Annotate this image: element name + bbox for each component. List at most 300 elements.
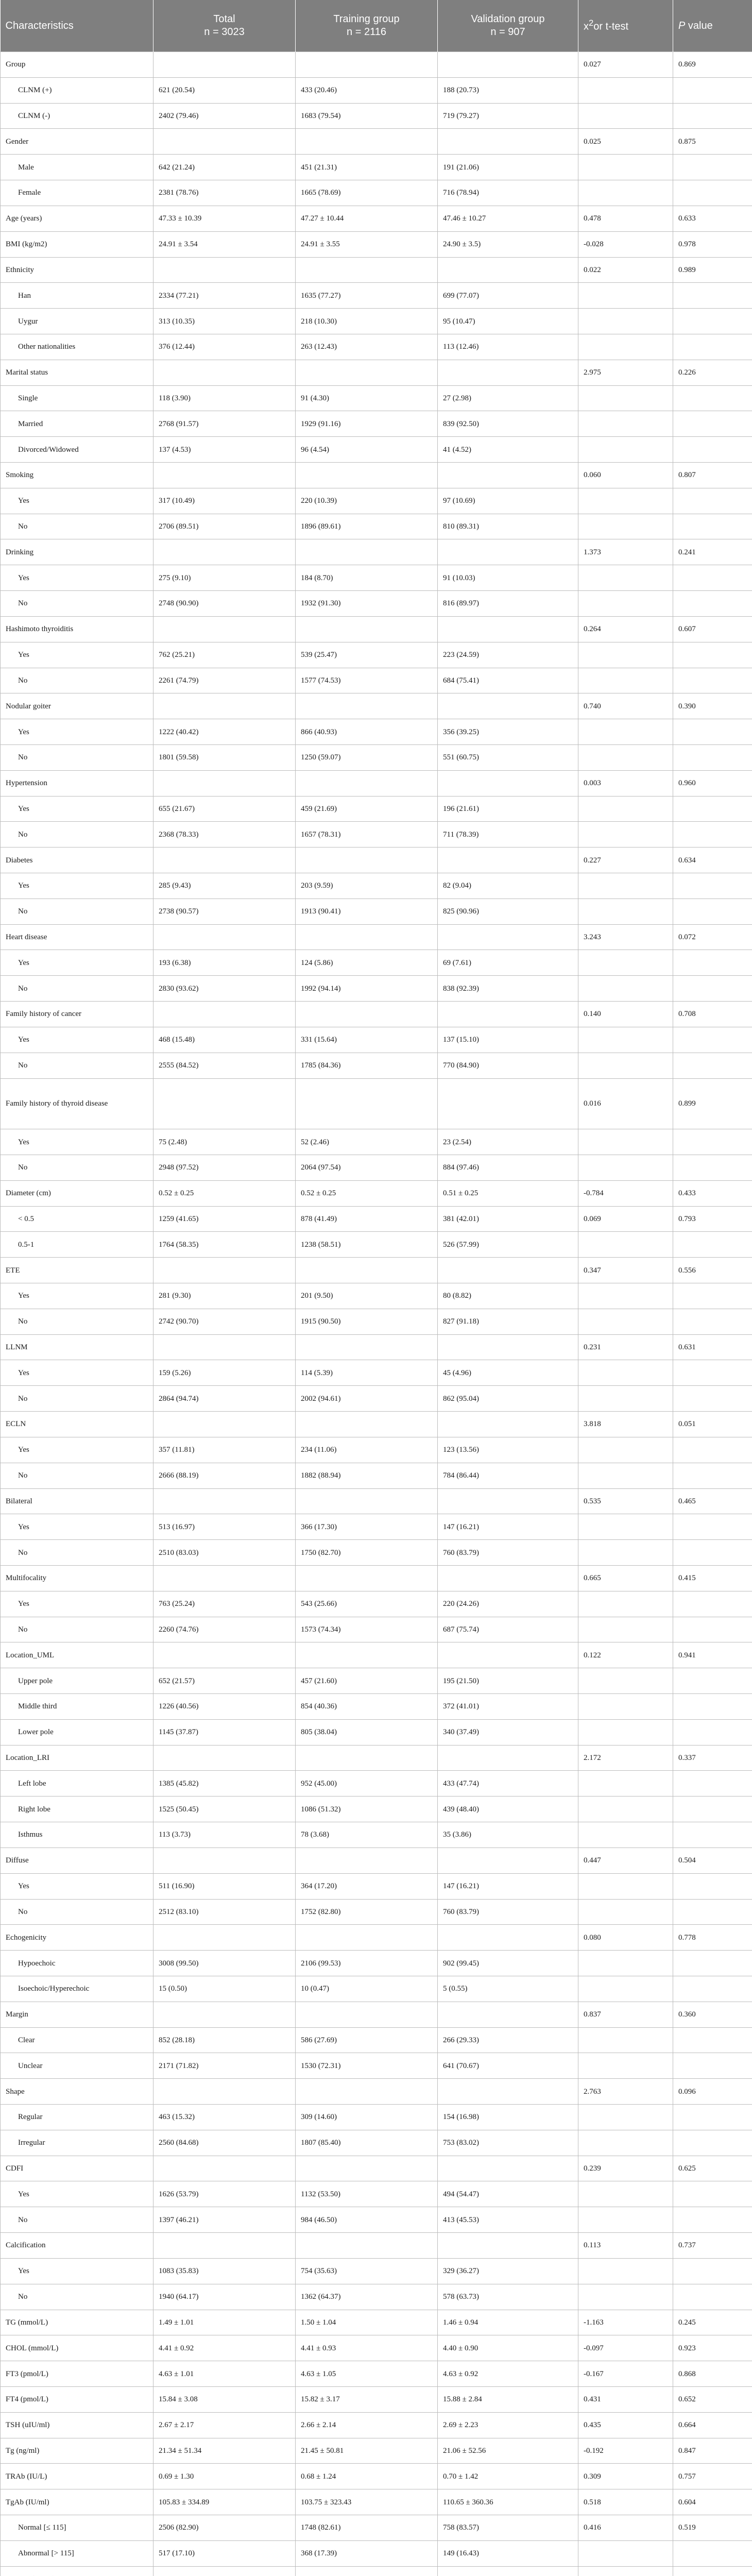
cell-p-value: 0.652: [673, 2386, 752, 2412]
cell-total: [153, 1848, 296, 1873]
cell-training-group: 1132 (53.50): [296, 2181, 438, 2207]
cell-test-statistic: 0.069: [578, 1206, 673, 1232]
cell-characteristics: Yes: [1, 2181, 153, 2207]
cell-training-group: 368 (17.39): [296, 2540, 438, 2566]
cell-total: [153, 1334, 296, 1360]
cell-test-statistic: [578, 1719, 673, 1745]
cell-training-group: 1362 (64.37): [296, 2284, 438, 2310]
cell-test-statistic: [578, 437, 673, 463]
cell-p-value: [673, 1899, 752, 1925]
table-row: [1, 2053, 752, 2079]
cell-characteristics: TSH (uIU/ml): [1, 2412, 153, 2438]
cell-training-group: [296, 360, 438, 385]
cell-characteristics: TRAb (IU/L): [1, 2464, 153, 2489]
cell-characteristics: Married: [1, 411, 153, 437]
cell-characteristics: CLNM (+): [1, 77, 153, 103]
cell-p-value: [673, 2027, 752, 2053]
cell-validation-group: 110.65 ± 360.36: [438, 2489, 578, 2515]
cell-total: 1222 (40.42): [153, 719, 296, 745]
cell-characteristics: Yes: [1, 719, 153, 745]
cell-total: [153, 539, 296, 565]
cell-validation-group: 97 (10.69): [438, 488, 578, 514]
cell-p-value: 0.096: [673, 2079, 752, 2105]
cell-validation-group: 4.40 ± 0.90: [438, 2335, 578, 2361]
cell-validation-group: 699 (77.07): [438, 283, 578, 309]
cell-total: 513 (16.97): [153, 1514, 296, 1540]
cell-characteristics: Location_LRI: [1, 1745, 153, 1771]
cell-p-value: [673, 2284, 752, 2310]
table-row: [1, 2207, 752, 2233]
table-row: [1, 1129, 752, 1155]
cell-validation-group: 753 (83.02): [438, 2130, 578, 2156]
cell-test-statistic: [578, 1129, 673, 1155]
cell-validation-group: 381 (42.01): [438, 1206, 578, 1232]
cell-p-value: [673, 1951, 752, 1976]
cell-characteristics: Group: [1, 52, 153, 78]
cell-test-statistic: 0.535: [578, 1488, 673, 1514]
cell-validation-group: 137 (15.10): [438, 1027, 578, 1053]
cell-characteristics: Hashimoto thyroiditis: [1, 616, 153, 642]
cell-total: 1397 (46.21): [153, 2207, 296, 2233]
table-row: [1, 2515, 752, 2541]
cell-test-statistic: [578, 1668, 673, 1694]
cell-p-value: [673, 1129, 752, 1155]
cell-validation-group: 223 (24.59): [438, 642, 578, 668]
cell-training-group: [296, 2233, 438, 2259]
cell-training-group: 103.75 ± 323.43: [296, 2489, 438, 2515]
cell-training-group: 1750 (82.70): [296, 1540, 438, 1566]
cell-total: 1385 (45.82): [153, 1771, 296, 1797]
table-row: [1, 1951, 752, 1976]
cell-validation-group: [438, 1745, 578, 1771]
cell-p-value: [673, 1617, 752, 1642]
cell-training-group: 124 (5.86): [296, 950, 438, 976]
cell-test-statistic: [578, 744, 673, 770]
cell-p-value: 0.051: [673, 1412, 752, 1437]
cell-total: [153, 1002, 296, 1027]
cell-test-statistic: [578, 1309, 673, 1334]
cell-test-statistic: [578, 1899, 673, 1925]
cell-p-value: [673, 283, 752, 309]
table-row: [1, 1873, 752, 1899]
cell-p-value: [673, 822, 752, 848]
cell-validation-group: 372 (41.01): [438, 1694, 578, 1720]
cell-test-statistic: 0.347: [578, 1258, 673, 1283]
cell-test-statistic: [578, 155, 673, 180]
cell-test-statistic: 0.478: [578, 206, 673, 231]
cell-validation-group: 784 (86.44): [438, 1463, 578, 1488]
cell-validation-group: [438, 463, 578, 488]
cell-characteristics: Male: [1, 155, 153, 180]
cell-test-statistic: 0.122: [578, 1642, 673, 1668]
cell-p-value: [673, 796, 752, 822]
cell-training-group: 331 (15.64): [296, 1027, 438, 1053]
cell-test-statistic: [578, 180, 673, 206]
cell-p-value: [673, 668, 752, 693]
cell-characteristics: Yes: [1, 1360, 153, 1386]
cell-p-value: [673, 2181, 752, 2207]
cell-test-statistic: 0.003: [578, 770, 673, 796]
cell-validation-group: [438, 1565, 578, 1591]
cell-total: 1801 (59.58): [153, 744, 296, 770]
cell-validation-group: 147 (16.21): [438, 1514, 578, 1540]
cell-characteristics: No: [1, 514, 153, 539]
cell-total: 1259 (41.65): [153, 1206, 296, 1232]
cell-total: 4.63 ± 1.01: [153, 2361, 296, 2387]
cell-training-group: 854 (40.36): [296, 1694, 438, 1720]
table-row: [1, 488, 752, 514]
cell-p-value: [673, 1540, 752, 1566]
cell-test-statistic: [578, 411, 673, 437]
cell-p-value: [673, 719, 752, 745]
cell-validation-group: 356 (39.25): [438, 719, 578, 745]
cell-characteristics: < 0.5: [1, 1206, 153, 1232]
cell-test-statistic: -0.028: [578, 231, 673, 257]
cell-characteristics: Clear: [1, 2027, 153, 2053]
cell-validation-group: 578 (63.73): [438, 2284, 578, 2310]
cell-validation-group: 827 (91.18): [438, 1309, 578, 1334]
cell-validation-group: 687 (75.74): [438, 1617, 578, 1642]
cell-characteristics: No: [1, 1155, 153, 1180]
cell-test-statistic: 0.016: [578, 1078, 673, 1129]
cell-test-statistic: [578, 719, 673, 745]
table-row: [1, 2386, 752, 2412]
cell-p-value: [673, 1668, 752, 1694]
cell-characteristics: TgAb (IU/ml): [1, 2489, 153, 2515]
cell-test-statistic: [578, 1360, 673, 1386]
cell-test-statistic: [578, 950, 673, 976]
cell-characteristics: 0.5-1: [1, 1232, 153, 1258]
cell-p-value: [673, 1719, 752, 1745]
cell-characteristics: Left lobe: [1, 1771, 153, 1797]
table-row: [1, 1078, 752, 1129]
cell-validation-group: 1.46 ± 0.94: [438, 2310, 578, 2335]
cell-test-statistic: [578, 2566, 673, 2576]
cell-p-value: [673, 950, 752, 976]
cell-total: [153, 463, 296, 488]
cell-characteristics: No: [1, 2207, 153, 2233]
cell-total: 2738 (90.57): [153, 899, 296, 924]
cell-characteristics: Echogenicity: [1, 1925, 153, 1951]
table-row: [1, 2566, 752, 2576]
table-row: [1, 1437, 752, 1463]
cell-validation-group: 188 (20.73): [438, 77, 578, 103]
table-row: [1, 180, 752, 206]
cell-p-value: [673, 488, 752, 514]
cell-characteristics: Tg (ng/ml): [1, 2438, 153, 2464]
cell-total: [153, 1642, 296, 1668]
table-row: [1, 2540, 752, 2566]
table-row: [1, 822, 752, 848]
table-row: [1, 2361, 752, 2387]
table-row: [1, 924, 752, 950]
cell-test-statistic: [578, 1155, 673, 1180]
cell-characteristics: Regular: [1, 2105, 153, 2130]
table-row: [1, 1232, 752, 1258]
table-row: [1, 514, 752, 539]
cell-total: 2768 (91.57): [153, 411, 296, 437]
cell-training-group: [296, 1078, 438, 1129]
cell-test-statistic: -0.167: [578, 2361, 673, 2387]
cell-validation-group: 80 (8.82): [438, 1283, 578, 1309]
cell-validation-group: [438, 1258, 578, 1283]
cell-total: [153, 616, 296, 642]
cell-total: 511 (16.90): [153, 1873, 296, 1899]
cell-characteristics: No: [1, 1386, 153, 1412]
table-row: [1, 1002, 752, 1027]
table-row: [1, 1488, 752, 1514]
cell-validation-group: [438, 129, 578, 155]
cell-test-statistic: 0.025: [578, 129, 673, 155]
cell-total: 0.69 ± 1.30: [153, 2464, 296, 2489]
column-header-validation-group: Validation group n = 907: [438, 0, 578, 52]
cell-characteristics: [1, 2566, 153, 2576]
cell-total: 2864 (94.74): [153, 1386, 296, 1412]
cell-training-group: 459 (21.69): [296, 796, 438, 822]
cell-characteristics: Heart disease: [1, 924, 153, 950]
cell-characteristics: Age (years): [1, 206, 153, 231]
cell-p-value: [673, 1873, 752, 1899]
cell-training-group: 1748 (82.61): [296, 2515, 438, 2541]
cell-training-group: 203 (9.59): [296, 873, 438, 899]
cell-p-value: [673, 873, 752, 899]
cell-training-group: [296, 257, 438, 283]
cell-test-statistic: [578, 1873, 673, 1899]
cell-test-statistic: 0.227: [578, 848, 673, 873]
cell-validation-group: 266 (29.33): [438, 2027, 578, 2053]
cell-training-group: 263 (12.43): [296, 334, 438, 360]
cell-training-group: 754 (35.63): [296, 2258, 438, 2284]
cell-test-statistic: [578, 2284, 673, 2310]
cell-characteristics: No: [1, 1053, 153, 1078]
cell-total: 2261 (74.79): [153, 668, 296, 693]
cell-total: 281 (9.30): [153, 1283, 296, 1309]
cell-validation-group: 439 (48.40): [438, 1797, 578, 1822]
cell-training-group: 1896 (89.61): [296, 514, 438, 539]
cell-training-group: [296, 539, 438, 565]
cell-validation-group: 641 (70.67): [438, 2053, 578, 2079]
cell-training-group: 366 (17.30): [296, 1514, 438, 1540]
table-row: [1, 2258, 752, 2284]
cell-validation-group: 196 (21.61): [438, 796, 578, 822]
cell-training-group: [296, 693, 438, 719]
cell-validation-group: 825 (90.96): [438, 899, 578, 924]
cell-test-statistic: 0.080: [578, 1925, 673, 1951]
cell-p-value: [673, 1463, 752, 1488]
cell-total: 137 (4.53): [153, 437, 296, 463]
cell-validation-group: 816 (89.97): [438, 591, 578, 617]
cell-total: 4.41 ± 0.92: [153, 2335, 296, 2361]
cell-characteristics: ECLN: [1, 1412, 153, 1437]
cell-test-statistic: [578, 1283, 673, 1309]
cell-validation-group: 41 (4.52): [438, 437, 578, 463]
cell-training-group: 1.50 ± 1.04: [296, 2310, 438, 2335]
cell-validation-group: [438, 1488, 578, 1514]
cell-p-value: [673, 976, 752, 1002]
cell-training-group: 1665 (78.69): [296, 180, 438, 206]
cell-validation-group: [438, 539, 578, 565]
cell-validation-group: 862 (95.04): [438, 1386, 578, 1412]
cell-p-value: 0.778: [673, 1925, 752, 1951]
cell-validation-group: 716 (78.94): [438, 180, 578, 206]
cell-training-group: [296, 1925, 438, 1951]
cell-total: 468 (15.48): [153, 1027, 296, 1053]
cell-validation-group: 839 (92.50): [438, 411, 578, 437]
cell-training-group: 457 (21.60): [296, 1668, 438, 1694]
cell-p-value: 0.519: [673, 2515, 752, 2541]
cell-training-group: 433 (20.46): [296, 77, 438, 103]
cell-characteristics: Yes: [1, 2258, 153, 2284]
cell-characteristics: CLNM (-): [1, 103, 153, 129]
cell-p-value: [673, 1771, 752, 1797]
cell-total: [153, 1745, 296, 1771]
cell-total: 2.67 ± 2.17: [153, 2412, 296, 2438]
cell-test-statistic: [578, 668, 673, 693]
cell-characteristics: Yes: [1, 796, 153, 822]
table-row: [1, 257, 752, 283]
cell-validation-group: 494 (54.47): [438, 2181, 578, 2207]
cell-total: 1626 (53.79): [153, 2181, 296, 2207]
cell-test-statistic: 0.416: [578, 2515, 673, 2541]
cell-test-statistic: [578, 2207, 673, 2233]
cell-total: 113 (3.73): [153, 1822, 296, 1848]
cell-test-statistic: [578, 1053, 673, 1078]
cell-training-group: [296, 463, 438, 488]
cell-total: 852 (28.18): [153, 2027, 296, 2053]
table-row: [1, 103, 752, 129]
cell-training-group: 21.45 ± 50.81: [296, 2438, 438, 2464]
cell-p-value: 0.245: [673, 2310, 752, 2335]
cell-validation-group: [438, 2002, 578, 2027]
cell-p-value: 0.708: [673, 1002, 752, 1027]
cell-total: 275 (9.10): [153, 565, 296, 591]
cell-validation-group: 838 (92.39): [438, 976, 578, 1002]
cell-characteristics: Yes: [1, 1283, 153, 1309]
table-row: [1, 1283, 752, 1309]
cell-characteristics: LLNM: [1, 1334, 153, 1360]
cell-p-value: 0.633: [673, 206, 752, 231]
cell-total: [153, 52, 296, 78]
cell-p-value: [673, 2566, 752, 2576]
column-header-characteristics: Characteristics: [1, 0, 153, 52]
table-row: [1, 1540, 752, 1566]
cell-training-group: 96 (4.54): [296, 437, 438, 463]
cell-characteristics: Upper pole: [1, 1668, 153, 1694]
table-row: [1, 2335, 752, 2361]
table-row: [1, 1771, 752, 1797]
cell-p-value: 0.625: [673, 2156, 752, 2181]
table-row: [1, 1027, 752, 1053]
cell-p-value: [673, 103, 752, 129]
cell-p-value: 0.869: [673, 52, 752, 78]
cell-test-statistic: [578, 796, 673, 822]
cell-validation-group: 21.06 ± 52.56: [438, 2438, 578, 2464]
cell-training-group: 1807 (85.40): [296, 2130, 438, 2156]
cell-p-value: 0.504: [673, 1848, 752, 1873]
cell-characteristics: No: [1, 1540, 153, 1566]
cell-characteristics: No: [1, 899, 153, 924]
cell-p-value: [673, 1360, 752, 1386]
cell-total: 118 (3.90): [153, 385, 296, 411]
table-row: [1, 385, 752, 411]
cell-validation-group: [438, 1925, 578, 1951]
cell-test-statistic: [578, 1951, 673, 1976]
cell-validation-group: 195 (21.50): [438, 1668, 578, 1694]
table-row: [1, 1053, 752, 1078]
cell-training-group: 866 (40.93): [296, 719, 438, 745]
cell-training-group: 15.82 ± 3.17: [296, 2386, 438, 2412]
cell-test-statistic: 0.027: [578, 52, 673, 78]
cell-training-group: 543 (25.66): [296, 1591, 438, 1617]
cell-characteristics: Hypoechoic: [1, 1951, 153, 1976]
cell-test-statistic: [578, 1797, 673, 1822]
cell-test-statistic: [578, 591, 673, 617]
cell-characteristics: Unclear: [1, 2053, 153, 2079]
cell-training-group: 1915 (90.50): [296, 1309, 438, 1334]
cell-p-value: [673, 1822, 752, 1848]
cell-total: 75 (2.48): [153, 1129, 296, 1155]
cell-validation-group: [438, 1078, 578, 1129]
cell-p-value: 0.631: [673, 1334, 752, 1360]
cell-training-group: 0.68 ± 1.24: [296, 2464, 438, 2489]
cell-p-value: [673, 565, 752, 591]
cell-test-statistic: 0.431: [578, 2386, 673, 2412]
cell-training-group: 2064 (97.54): [296, 1155, 438, 1180]
table-row: [1, 642, 752, 668]
cell-validation-group: 711 (78.39): [438, 822, 578, 848]
cell-characteristics: Female: [1, 180, 153, 206]
table-row: [1, 796, 752, 822]
cell-training-group: 184 (8.70): [296, 565, 438, 591]
cell-validation-group: 35 (3.86): [438, 1822, 578, 1848]
cell-validation-group: 884 (97.46): [438, 1155, 578, 1180]
cell-p-value: 0.807: [673, 463, 752, 488]
cell-p-value: [673, 591, 752, 617]
cell-p-value: [673, 744, 752, 770]
cell-characteristics: Yes: [1, 1129, 153, 1155]
cell-training-group: [296, 1002, 438, 1027]
cell-validation-group: [438, 2566, 578, 2576]
cell-validation-group: [438, 1334, 578, 1360]
cell-total: 655 (21.67): [153, 796, 296, 822]
cell-training-group: 952 (45.00): [296, 1771, 438, 1797]
cell-characteristics: Irregular: [1, 2130, 153, 2156]
cell-training-group: 78 (3.68): [296, 1822, 438, 1848]
cell-total: [153, 1412, 296, 1437]
cell-training-group: 1683 (79.54): [296, 103, 438, 129]
cell-training-group: [296, 770, 438, 796]
cell-test-statistic: [578, 1617, 673, 1642]
cell-total: [153, 1078, 296, 1129]
cell-test-statistic: 0.113: [578, 2233, 673, 2259]
cell-p-value: 0.989: [673, 257, 752, 283]
table-row: [1, 873, 752, 899]
cell-p-value: [673, 1514, 752, 1540]
cell-total: 2742 (90.70): [153, 1309, 296, 1334]
cell-validation-group: 413 (45.53): [438, 2207, 578, 2233]
cell-characteristics: Other nationalities: [1, 334, 153, 360]
cell-characteristics: Yes: [1, 1514, 153, 1540]
cell-total: 642 (21.24): [153, 155, 296, 180]
cell-p-value: 0.415: [673, 1565, 752, 1591]
cell-p-value: [673, 1309, 752, 1334]
cell-characteristics: Margin: [1, 2002, 153, 2027]
cell-p-value: [673, 1232, 752, 1258]
cell-characteristics: No: [1, 668, 153, 693]
table-row: [1, 1155, 752, 1180]
table-row: [1, 2156, 752, 2181]
cell-total: 357 (11.81): [153, 1437, 296, 1463]
